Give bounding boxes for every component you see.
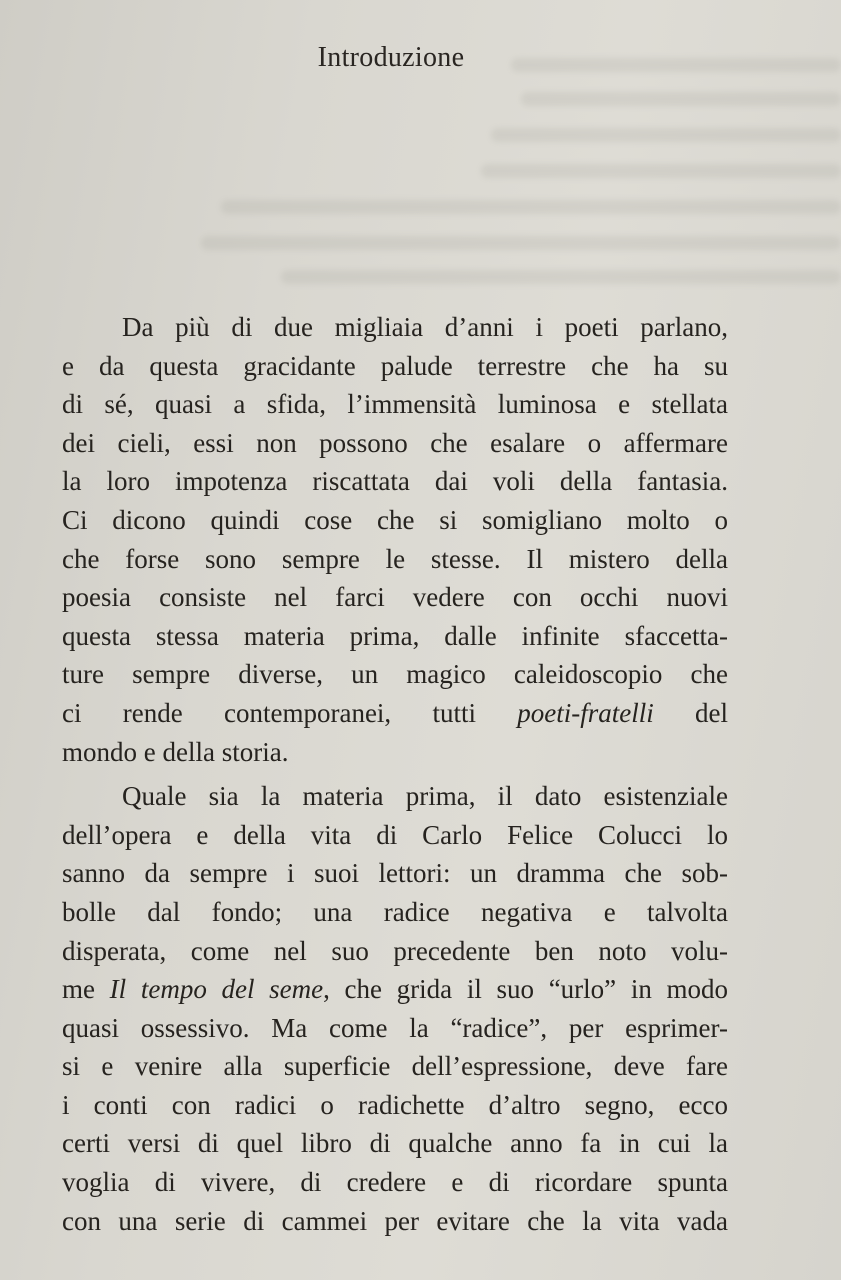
text-line: questa stessa materia prima, dalle infinite sfaccetta- [62, 620, 728, 651]
text-line: Quale sia la materia prima, il dato esistenziale [122, 781, 728, 812]
text-line: certi versi di quel libro di qualche anno fa in cui la [62, 1128, 728, 1159]
text-line: mondo e della storia. [62, 736, 289, 767]
text-line: quasi ossessivo. Ma come la “radice”, per esprimer- [62, 1012, 728, 1043]
text-line: con una serie di cammei per evitare che la vita vada [62, 1205, 728, 1236]
text-line: che forse sono sempre le stesse. Il mistero della [62, 543, 728, 574]
text-line: ture sempre diverse, un magico caleidoscopio che [62, 659, 728, 690]
italic-phrase: poeti-fratelli [517, 697, 654, 728]
text-line: voglia di vivere, di credere e di ricordare spunta [62, 1167, 728, 1198]
paragraph [62, 777, 728, 1240]
page-title: Introduzione [317, 42, 465, 73]
text-line: i conti con radici o radichette d’altro segno, ecco [62, 1089, 728, 1120]
body-text [62, 308, 728, 1240]
text-line: e da questa gracidante palude terrestre che ha su [62, 350, 728, 381]
text-line: dell’opera e della vita di Carlo Felice Colucci lo [62, 819, 728, 850]
text-line: si e venire alla superficie dell’espressione, deve fare [62, 1051, 728, 1082]
text-line: di sé, quasi a sfida, l’immensità luminosa e stellata [62, 389, 728, 420]
book-title: Il tempo del seme [109, 974, 324, 1005]
bleed-through-text [0, 40, 841, 320]
text-line: la loro impotenza riscattata dai voli della fantasia. [62, 466, 728, 497]
text-line: Ci dicono quindi cose che si somigliano molto o [62, 504, 728, 535]
text-line: bolle dal fondo; una radice negativa e talvolta [62, 896, 728, 927]
text-line: me Il tempo del seme, che grida il suo “urlo” in modo [62, 974, 728, 1005]
text-line: ci rende contemporanei, tutti poeti-fratelli del [62, 697, 728, 728]
paragraph [62, 308, 728, 771]
text-line: sanno da sempre i suoi lettori: un dramma che sob- [62, 858, 728, 889]
text-line: Da più di due migliaia d’anni i poeti parlano, [122, 312, 728, 342]
text-line: poesia consiste nel farci vedere con occhi nuovi [62, 582, 728, 613]
text-line: disperata, come nel suo precedente ben noto volu- [62, 935, 728, 966]
text-line: dei cieli, essi non possono che esalare o affermare [62, 427, 728, 458]
